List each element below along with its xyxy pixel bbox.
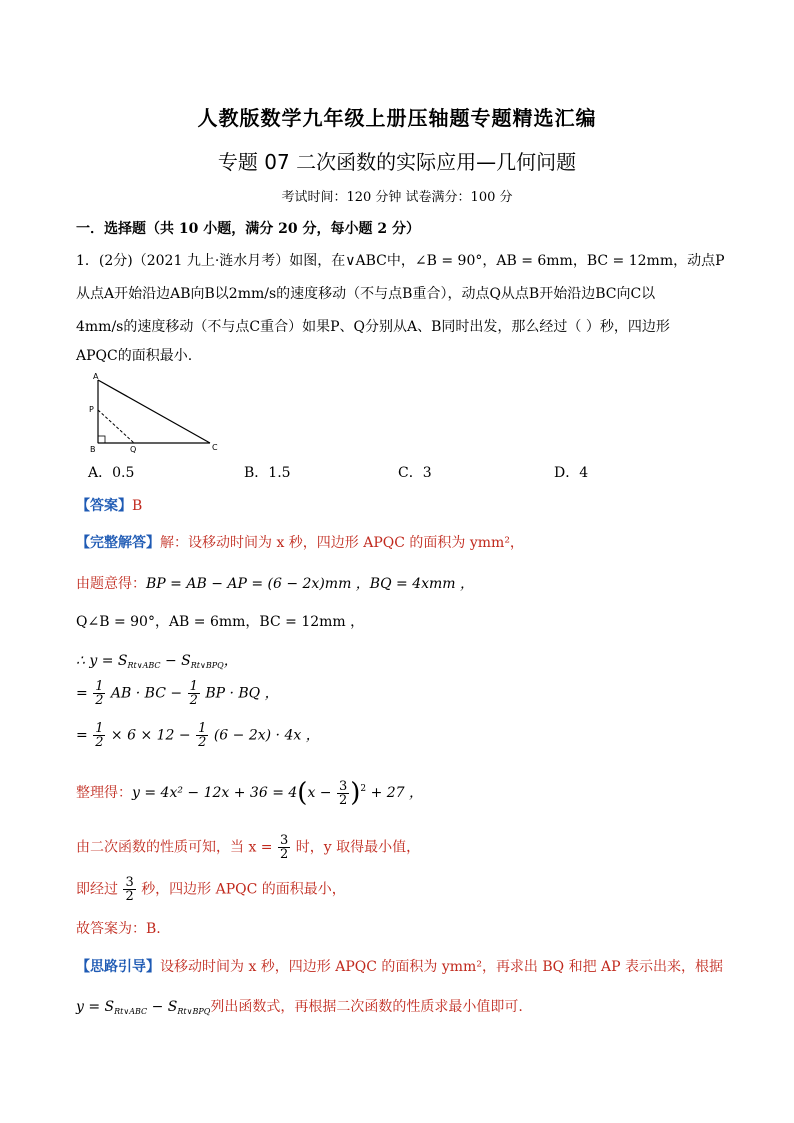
question-line-1: 1．(2分)（2021 九上·涟水月考）如图，在∨ABC中，∠B = 90°，AB = 6mm，BC = 12mm，动点P [76,253,725,269]
frac-den: 2 [198,735,207,750]
hint-l2-b: − S [147,999,178,1015]
solution-l4-pre: = [76,685,88,702]
question-line-4: APQC的面积最小. [76,348,193,364]
solution-intro: 解：设移动时间为 x 秒，四边形 APQC 的面积为 ymm²， [160,535,524,551]
solution-l1-label: 由题意得： [76,576,146,592]
solution-tag: 【完整解答】 [76,535,160,551]
document-subtitle: 专题 07 二次函数的实际应用—几何问题 [217,150,577,174]
solution-l4-mid1: AB · BC − [110,685,183,702]
solution-l3-b: − S [160,653,191,669]
right-angle-mark [98,436,105,443]
option-c: C．3 [398,465,432,481]
hint-l2-sub1: Rt∨ABC [114,1007,148,1016]
frac-num: 3 [125,875,134,890]
frac-den: 2 [125,889,134,904]
segment-pq [98,410,134,443]
solution-l6-label: 整理得： [76,785,132,801]
solution-l3-sub2: Rt∨BPQ [190,661,224,670]
solution-intro-row [76,532,524,552]
answer-tag: 【答案】 [76,498,132,514]
hint-line-2 [76,996,523,1016]
hint-l2-sub2: Rt∨BPQ [177,1007,211,1016]
frac-den: 2 [338,792,348,808]
hint-line-1: 设移动时间为 x 秒，四边形 APQC 的面积为 ymm²，再求出 BQ 和把 AP 表示出来，根据 [160,959,724,975]
solution-line-3 [76,650,238,670]
solution-line-7 [76,834,420,861]
hint-l2-a: y = S [76,999,115,1015]
frac-num: 1 [95,679,104,694]
label-q: Q [130,445,137,454]
option-a: A．0.5 [88,465,135,481]
solution-line-4 [76,680,279,707]
frac-num: 1 [95,721,104,736]
solution-l8-a: 即经过 [76,881,118,898]
question-line-2: 从点A开始沿边AB向B以2mm/s的速度移动（不与点B重合），动点Q从点B开始沿边BC向C以 [76,286,656,302]
solution-line-8 [76,876,346,903]
frac-num: 1 [189,679,198,694]
label-c: C [212,443,218,452]
paren-left: ( [297,778,308,808]
option-b: B．1.5 [244,465,291,481]
solution-l5-mid2: (6 − 2x) · 4x ， [213,727,320,744]
label-a: A [93,372,99,381]
fraction-half [93,680,105,707]
solution-line-1 [76,573,474,593]
solution-l4-mid2: BP · BQ ， [205,685,279,702]
side-ac [98,380,210,443]
solution-l6-b: + 27 ， [370,785,424,801]
fraction-three-halves [278,834,290,861]
solution-l1: BP = AB − AP = (6 − 2x)mm ，BQ = 4xmm ， [146,576,474,592]
solution-l3-a: ∴ y = S [76,653,128,669]
frac-den: 2 [95,735,104,750]
triangle-figure [84,370,234,455]
frac-num: 3 [279,833,289,848]
solution-line-2: Q∠B = 90°，AB = 6mm，BC = 12mm ， [76,614,365,630]
solution-l8-b: 秒，四边形 APQC 的面积最小， [141,881,346,898]
frac-den: 2 [279,847,289,862]
solution-l7-b: 时，y 取得最小值， [295,839,421,856]
solution-l5-pre: = [76,727,88,744]
answer-value: B [132,498,143,514]
hint-l2-c: 列出函数式，再根据二次函数的性质求最小值即可. [210,999,523,1015]
label-p: P [89,405,94,414]
solution-line-9: 故答案为：B. [76,921,161,937]
solution-l3-c: ， [223,653,238,669]
question-line-3: 4mm/s的速度移动（不与点C重合）如果P、Q分别从A、B同时出发，那么经过（ ）秒，四边形 [76,319,670,335]
hint-tag: 【思路引导】 [76,959,160,975]
solution-l3-sub1: Rt∨ABC [127,661,161,670]
frac-num: 3 [338,778,348,794]
paren-right: ) [350,778,361,808]
solution-l6-a: y = 4x² − 12x + 36 = 4 [132,785,298,801]
fraction-half [196,722,208,749]
solution-l7-a: 由二次函数的性质可知，当 x = [76,839,273,856]
solution-line-6 [76,778,423,808]
option-d: D．4 [554,465,589,481]
square-exponent: 2 [360,784,367,794]
frac-den: 2 [95,693,104,708]
label-b: B [90,445,96,454]
answer-row [76,495,142,515]
fraction-half [93,722,105,749]
frac-den: 2 [189,693,198,708]
solution-line-5 [76,722,320,749]
section-heading: 一．选择题（共 10 小题，满分 20 分，每小题 2 分） [76,221,420,237]
fraction-half [188,680,200,707]
solution-l5-mid1: × 6 × 12 − [110,727,191,744]
frac-num: 1 [198,721,207,736]
exam-meta: 考试时间：120 分钟 试卷满分：100 分 [281,190,513,205]
fraction-three-halves [123,876,135,903]
fraction-three-halves [337,780,349,807]
solution-l6-inner: x − [307,785,332,801]
hint-row [76,956,723,976]
document-title: 人教版数学九年级上册压轴题专题精选汇编 [197,106,597,130]
